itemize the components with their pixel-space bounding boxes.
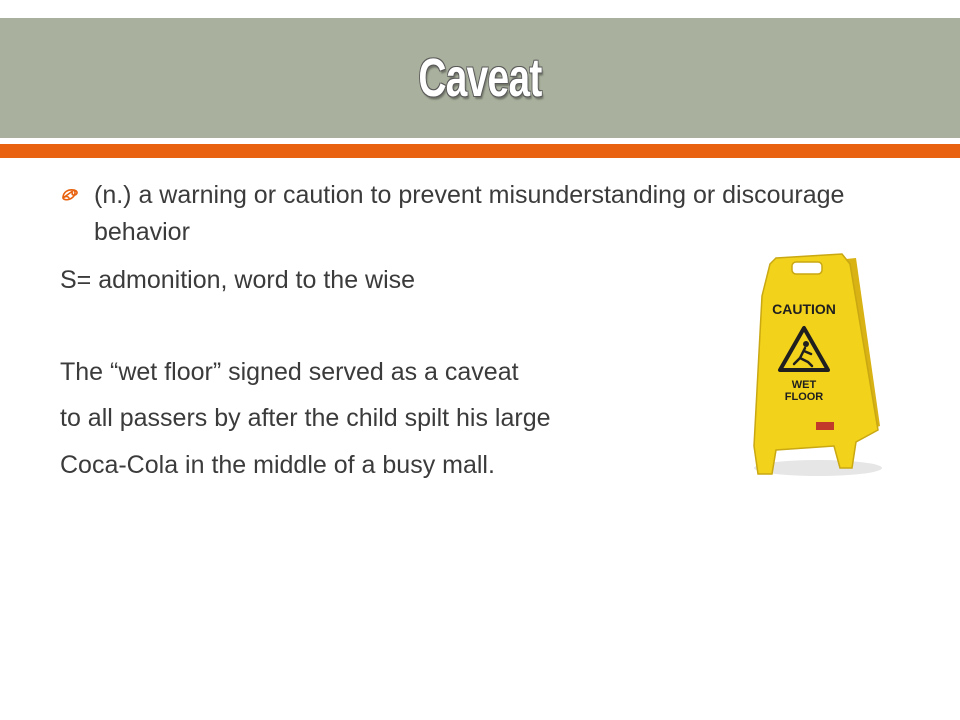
example-line: Coca-Cola in the middle of a busy mall. bbox=[60, 451, 495, 479]
scroll-bullet-icon bbox=[60, 184, 80, 204]
wet-floor-sign-image bbox=[748, 246, 888, 482]
definition-text: (n.) a warning or caution to prevent misunderstanding or discourage behavior bbox=[94, 181, 845, 246]
synonyms-text: S= admonition, word to the wise bbox=[60, 266, 416, 294]
title-bar bbox=[0, 18, 960, 138]
sign-caution-text: CAUTION bbox=[772, 301, 836, 317]
definition-bullet bbox=[60, 177, 880, 251]
sign-wet-text: WET bbox=[791, 379, 817, 391]
example-line: to all passers by after the child spilt his large bbox=[60, 404, 551, 432]
accent-stripe bbox=[0, 144, 960, 158]
example-line: The “wet floor” signed served as a caveat bbox=[60, 358, 519, 386]
slide-title: Caveat bbox=[418, 48, 542, 108]
sign-floor-text: FLOOR bbox=[784, 391, 824, 403]
